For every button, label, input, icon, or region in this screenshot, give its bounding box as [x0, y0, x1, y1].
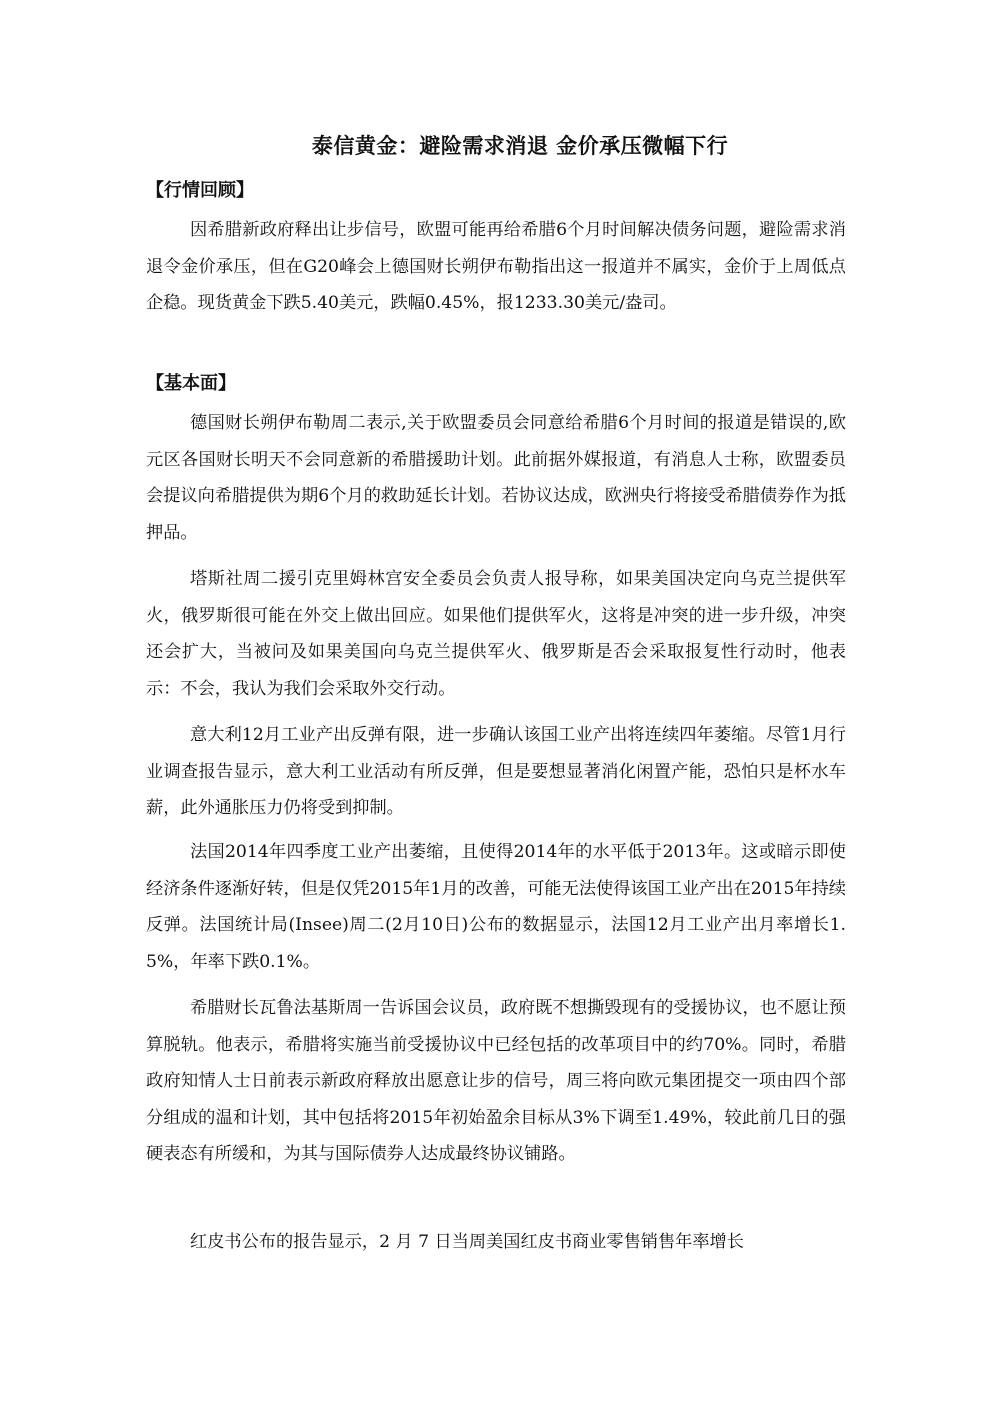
paragraph-redbook: 红皮书公布的报告显示，2 月 7 日当周美国红皮书商业零售销售年率增长 — [190, 1232, 744, 1252]
document-title: 泰信黄金：避险需求消退 金价承压微幅下行 — [311, 134, 729, 158]
section-heading-market-review: 【行情回顾】 — [146, 180, 254, 201]
paragraph-france: 法国2014年四季度工业产出萎缩，且使得2014年的水平低于2013年。这或暗示即使经济条件逐渐好转，但是仅凭2015年1月的改善，可能无法使得该国工业产出在2015年持续反弹。法国统计局(Insee)周二(2月10日)公布的数据显示，法国12月工业产出月率增长1.5%，年率下跌0.1%。 — [146, 842, 846, 972]
paragraph-market-review: 因希腊新政府释出让步信号，欧盟可能再给希腊6个月时间解决债务问题，避险需求消退令金价承压，但在G20峰会上德国财长朔伊布勒指出这一报道并不属实，金价于上周低点企稳。现货黄金下跌5.40美元，跌幅0.45%，报1233.30美元/盎司。 — [146, 220, 846, 313]
section-heading-fundamentals: 【基本面】 — [146, 373, 236, 394]
paragraph-italy: 意大利12月工业产出反弹有限，进一步确认该国工业产出将连续四年萎缩。尽管1月行业调查报告显示，意大利工业活动有所反弹，但是要想显著消化闲置产能，恐怕只是杯水车薪，此外通胀压力仍将受到抑制。 — [146, 725, 846, 818]
paragraph-russia-ukraine: 塔斯社周二援引克里姆林宫安全委员会负责人报导称，如果美国决定向乌克兰提供军火，俄罗斯很可能在外交上做出回应。如果他们提供军火，这将是冲突的进一步升级，冲突还会扩大，当被问及如果美国向乌克兰提供军火、俄罗斯是否会采取报复性行动时，他表示：不会，我认为我们会采取外交行动。 — [146, 569, 846, 699]
paragraph-greece: 希腊财长瓦鲁法基斯周一告诉国会议员，政府既不想撕毁现有的受援协议，也不愿让预算脱轨。他表示，希腊将实施当前受援协议中已经包括的改革项目中的约70%。同时，希腊政府知情人士日前表示新政府释放出愿意让步的信号，周三将向欧元集团提交一项由四个部分组成的温和计划，其中包括将2015年初始盈余目标从3%下调至1.49%，较此前几日的强硬表态有所缓和，为其与国际债券人达成最终协议铺路。 — [146, 998, 846, 1164]
paragraph-germany: 德国财长朔伊布勒周二表示,关于欧盟委员会同意给希腊6个月时间的报道是错误的,欧元区各国财长明天不会同意新的希腊援助计划。此前据外媒报道，有消息人士称，欧盟委员会提议向希腊提供为期6个月的救助延长计划。若协议达成，欧洲央行将接受希腊债券作为抵押品。 — [146, 413, 846, 543]
